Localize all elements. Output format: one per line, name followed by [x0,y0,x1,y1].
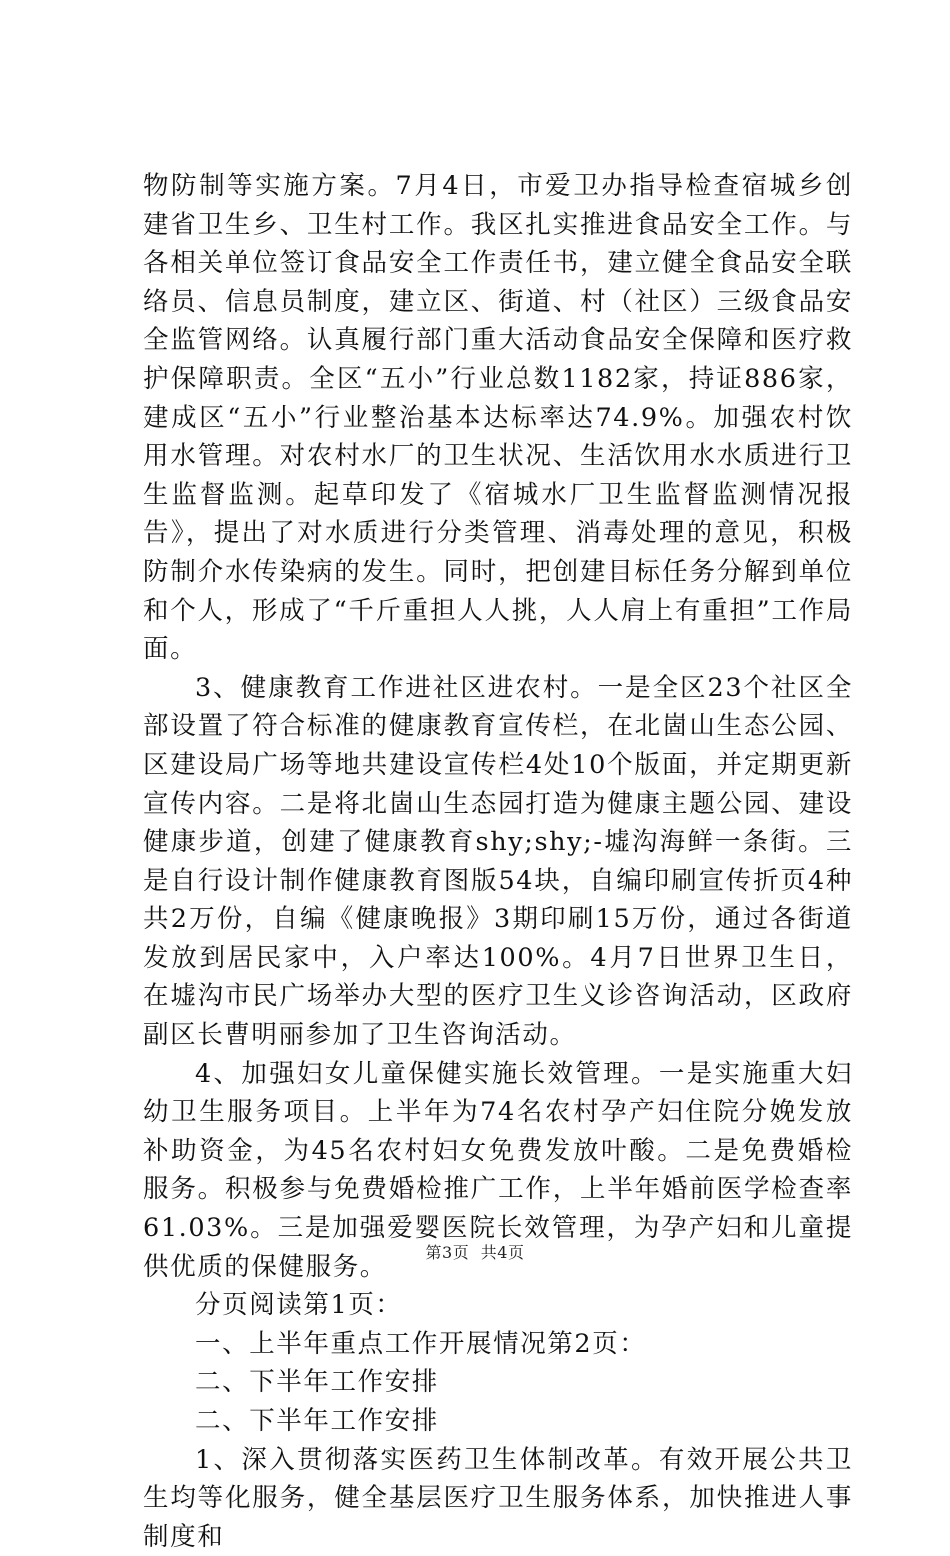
pagination-note-page-1: 分页阅读第1页： [195,1290,403,1321]
paragraph-women-children-health: 4、加强妇女儿童保健实施长效管理。一是实施重大妇幼卫生服务项目。上半年为74名农村孕产妇住院分娩发放补助资金，为45名农村妇女免费发放叶酸。二是免费婚检服务。积极参与免费婚检推广工作，上半年婚前医学检查率61.03%。三是加强爱婴医院长效管理，为孕产妇和儿童提供优质的保健服务。 [143,1058,853,1282]
page-footer [0,1240,950,1263]
section-heading-second-half-repeat: 二、下半年工作安排 [195,1406,439,1436]
section-heading-second-half: 二、下半年工作安排 [195,1367,439,1398]
paragraph-health-education: 3、健康教育工作进社区进农村。一是全区23个社区全部设置了符合标准的健康教育宣传栏，在北崮山生态公园、区建设局广场等地共建设宣传栏4处10个版面，并定期更新宣传内容。二是将北崮山生态园打造为健康主题公园、建设健康步道，创建了健康教育shy;shy;-墟沟海鲜一条街。三是自行设计制作健康教育图版54块，自编印刷宣传折页4种共2万份，自编《健康晚报》3期印刷15万份，通过各街道发放到居民家中，入户率达100%。4月7日世界卫生日，在墟沟市民广场举办大型的医疗卫生义诊咨询活动，区政府副区长曹明丽参加了卫生咨询活动。 [143,672,853,1051]
document-body [143,167,853,1556]
page-number: 第3页 [425,1243,470,1262]
paragraph-food-safety-water: 物防制等实施方案。7月4日，市爱卫办指导检查宿城乡创建省卫生乡、卫生村工作。我区扎实推进食品安全工作。与各相关单位签订食品安全工作责任书，建立健全食品安全联络员、信息员制度，建立区、街道、村（社区）三级食品安全监管网络。认真履行部门重大活动食品安全保障和医疗救护保障职责。全区“五小”行业总数1182家，持证886家，建成区“五小”行业整治基本达标率达74.9%。加强农村饮用水管理。对农村水厂的卫生状况、生活饮用水水质进行卫生监督监测。起草印发了《宿城水厂卫生监督监测情况报告》，提出了对水质进行分类管理、消毒处理的意见，积极防制介水传染病的发生。同时，把创建目标任务分解到单位和个人，形成了“千斤重担人人挑，人人肩上有重担”工作局面。 [143,171,853,665]
pagination-note-page-2: 一、上半年重点工作开展情况第2页： [195,1328,647,1359]
page-total: 共4页 [480,1243,525,1262]
paragraph-medical-reform: 1、深入贯彻落实医药卫生体制改革。有效开展公共卫生均等化服务，健全基层医疗卫生服务体系，加快推进人事制度和 [143,1444,853,1552]
